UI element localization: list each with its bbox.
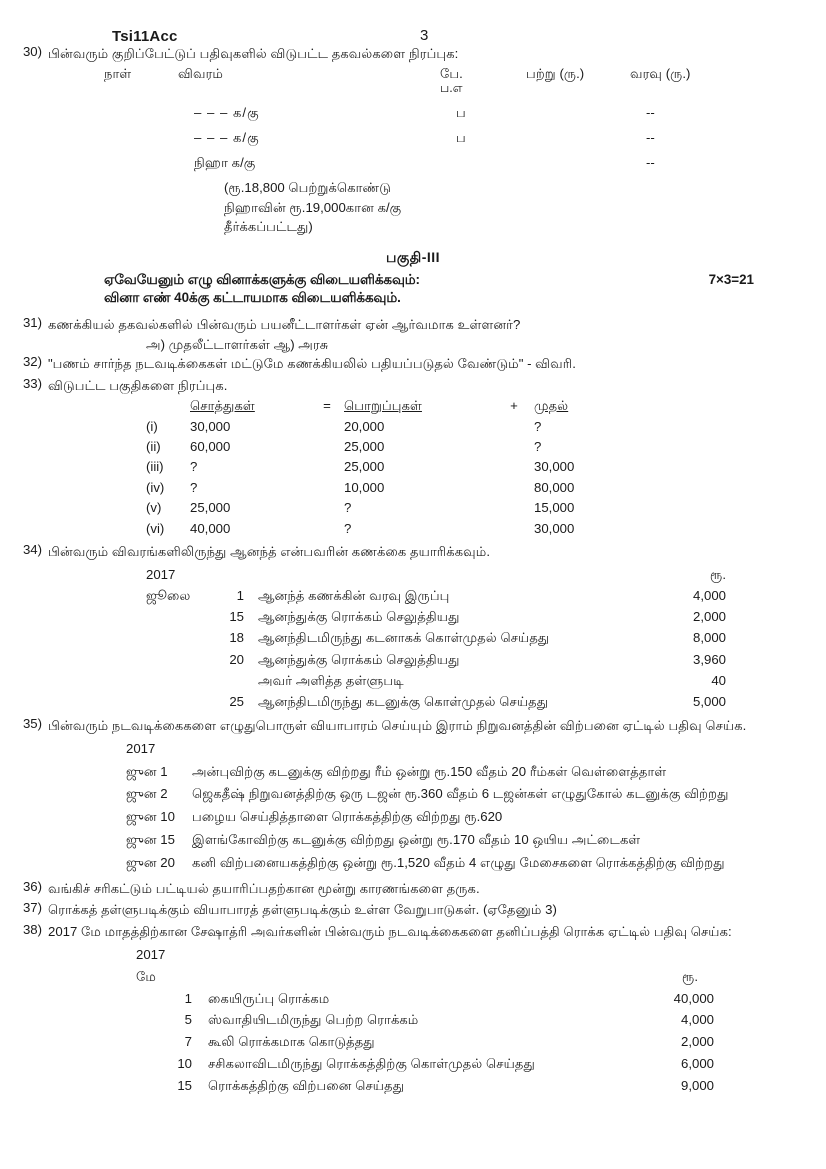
q38-row-1-amount: 40,000 — [673, 990, 714, 1006]
q30-note-1: (ரூ.18,800 பெற்றுக்கொண்டு — [224, 179, 392, 195]
q34-row-6-desc: ஆனந்திடமிருந்து கடனுக்கு கொள்முதல் செய்தது — [258, 693, 549, 709]
q30-row-3 — [104, 155, 826, 172]
q33-row-5-eq — [310, 498, 344, 518]
q30-row-2-date — [104, 130, 178, 147]
q34-row-4-desc: ஆனந்துக்கு ரொக்கம் செலுத்தியது — [258, 651, 460, 667]
q35-row-1 — [126, 762, 826, 782]
q34-row-4-month — [146, 649, 208, 670]
question-34-text: பின்வரும் விவரங்களிலிருந்து ஆனந்த் என்பவரின் கணக்கை தயாரிக்கவும். — [48, 544, 491, 560]
q38-row-2-desc: ஸ்வாதியிடமிருந்து பெற்ற ரொக்கம் — [208, 1012, 419, 1028]
q38-row-4-desc: சசிகலாவிடமிருந்து ரொக்கத்திற்கு கொள்முதல் செய்தது — [208, 1055, 535, 1071]
q38-year-row — [136, 944, 826, 966]
q35-year: 2017 — [126, 740, 156, 756]
q38-row-1-date: 1 — [184, 990, 192, 1006]
q34-row-6-amount: 5,000 — [692, 693, 726, 709]
q34-row-5-desc: அவர் அளித்த தள்ளுபடி — [258, 672, 404, 688]
q30-col-debit: பற்று (ரு.) — [526, 65, 585, 81]
q30-row-1-particulars: – – – க/கு — [194, 104, 260, 120]
q38-row-4-date: 10 — [177, 1055, 192, 1071]
q38-row-3 — [136, 1031, 826, 1053]
q30-table-header — [104, 66, 826, 83]
question-37-text: ரொக்கத் தள்ளுபடிக்கும் வியாபாரத் தள்ளுபடிக்கும் உள்ள வேறுபாடுகள். (ஏதேனும் 3) — [48, 902, 557, 918]
q34-row-6-month — [146, 691, 208, 712]
q33-row-6 — [146, 519, 826, 539]
q38-month: மே — [136, 968, 156, 984]
q34-row-1-amount: 4,000 — [692, 588, 726, 604]
q33-row-3-plus — [494, 457, 534, 477]
q34-row-4-day: 20 — [229, 651, 244, 667]
question-30-number: 30) — [22, 44, 42, 59]
q35-row-1-desc: அன்புவிற்கு கடனுக்கு விற்றது ரீம் ஒன்று ரூ.150 வீதம் 20 ரீம்கள் வெள்ளைத்தாள் — [192, 763, 667, 779]
q30-col-date: நாள் — [104, 65, 132, 81]
q33-row-5-label: (v) — [146, 500, 162, 516]
question-31-number: 31) — [22, 315, 42, 331]
q35-table — [126, 739, 826, 873]
q34-row-3-amount: 8,000 — [692, 630, 726, 646]
q34-row-5-month — [146, 670, 208, 691]
q33-col-equals: = — [323, 397, 331, 413]
q34-row-2-amount: 2,000 — [692, 609, 726, 625]
q34-row-5-day — [208, 670, 258, 691]
q30-row-3-date — [104, 155, 178, 172]
q33-row-5 — [146, 498, 826, 518]
q33-row-6-assets: 40,000 — [190, 520, 231, 536]
question-30-text: பின்வரும் குறிப்பேட்டுப் பதிவுகளில் விடுபட்ட தகவல்களை நிரப்புக: — [48, 46, 459, 61]
q30-journal-table — [104, 66, 826, 237]
q33-row-1-liabilities: 20,000 — [344, 418, 385, 434]
q34-year-spacer — [208, 564, 258, 585]
q33-row-4-label: (iv) — [146, 479, 165, 495]
q38-row-1 — [136, 988, 826, 1010]
section-title: பகுதி-III — [385, 249, 441, 266]
q38-row-5 — [136, 1075, 826, 1097]
q33-row-1-capital: ? — [534, 418, 542, 434]
q33-row-2 — [146, 437, 826, 457]
question-31-options: அ) முதலீட்டாளர்கள் ஆ) அரசு — [146, 336, 329, 352]
question-31 — [0, 315, 826, 335]
q33-row-3-label: (iii) — [146, 459, 164, 475]
q33-row-3-liabilities: 25,000 — [344, 459, 385, 475]
q38-row-3-date: 7 — [184, 1034, 192, 1050]
question-33-text: விடுபட்ட பகுதிகளை நிரப்புக. — [48, 377, 228, 393]
q38-rupee-header: ரூ. — [681, 968, 698, 984]
q30-row-1 — [104, 105, 826, 122]
q33-row-6-liabilities: ? — [344, 520, 352, 536]
q38-row-4 — [136, 1053, 826, 1075]
section-instruction-2-text: வினா எண் 40க்கு கட்டாயமாக விடையளிக்கவும். — [104, 290, 401, 306]
q38-row-1-desc: கையிருப்பு ரொக்கம — [208, 990, 330, 1006]
q34-row-1-desc: ஆனந்த் கணக்கின் வரவு இருப்பு — [258, 588, 450, 604]
q38-row-2-date: 5 — [184, 1012, 192, 1028]
q34-row-1-month: ஜூலை — [146, 588, 191, 604]
q33-row-5-plus — [494, 498, 534, 518]
q33-row-4-eq — [310, 478, 344, 498]
q33-row-4 — [146, 478, 826, 498]
q33-row-1 — [146, 417, 826, 437]
q33-row-5-liabilities: ? — [344, 500, 352, 516]
q35-row-3-date: ஜுன 10 — [126, 809, 175, 825]
question-36-text: வங்கிச் சரிகட்டும் பட்டியல் தயாரிப்பதற்கான மூன்று காரணங்களை தருக. — [48, 880, 480, 896]
q35-row-4 — [126, 830, 826, 850]
q33-row-6-capital: 30,000 — [534, 520, 575, 536]
q34-row-5 — [146, 670, 826, 691]
q34-row-1-day: 1 — [236, 588, 244, 604]
q33-col-plus: + — [510, 397, 518, 413]
q33-row-1-label: (i) — [146, 418, 158, 434]
section-instruction-1 — [104, 272, 826, 289]
question-32 — [0, 354, 826, 374]
question-36-number: 36) — [22, 878, 42, 894]
q38-row-3-desc: கூலி ரொக்கமாக கொடுத்தது — [208, 1034, 375, 1050]
q33-row-3-capital: 30,000 — [534, 459, 575, 475]
q33-row-6-label: (vi) — [146, 520, 165, 536]
question-33-number: 33) — [22, 375, 42, 391]
question-32-text: "பணம் சார்ந்த நடவடிக்கைகள் மட்டுமே கணக்கியலில் பதியப்படுதல் வேண்டும்" - விவரி. — [48, 355, 576, 371]
q33-col-blank — [146, 398, 190, 415]
q35-row-4-date: ஜுன 15 — [126, 831, 175, 847]
question-37-number: 37) — [22, 900, 42, 916]
q33-row-1-assets: 30,000 — [190, 418, 231, 434]
q34-row-6-day: 25 — [229, 693, 244, 709]
question-37 — [0, 900, 826, 920]
q34-row-5-amount: 40 — [711, 672, 726, 688]
q38-row-5-amount: 9,000 — [680, 1077, 714, 1093]
q35-row-3 — [126, 807, 826, 827]
q38-row-2-amount: 4,000 — [680, 1012, 714, 1028]
q35-row-5 — [126, 853, 826, 873]
question-36 — [0, 879, 826, 899]
q33-row-4-assets: ? — [190, 479, 198, 495]
q33-row-2-liabilities: 25,000 — [344, 439, 385, 455]
question-32-number: 32) — [22, 353, 42, 369]
q33-row-6-plus — [494, 519, 534, 539]
q35-year-row — [126, 739, 826, 759]
q34-row-1 — [146, 585, 826, 606]
q35-row-4-desc: இளங்கோவிற்கு கடனுக்கு விற்றது ஒன்று ரூ.170 வீதம் 10 ஒயிய அட்டைகள் — [192, 831, 641, 847]
section-instruction-1-text: ஏவேயேனும் எழு வினாக்களுக்கு விடையளிக்கவும்: — [104, 272, 420, 288]
q34-row-4-amount: 3,960 — [692, 651, 726, 667]
question-30 — [0, 44, 826, 64]
q38-row-3-amount: 2,000 — [680, 1034, 714, 1050]
q30-note-3: தீர்க்கப்பட்டது) — [224, 219, 313, 235]
q33-row-2-assets: 60,000 — [190, 439, 231, 455]
q33-row-1-plus — [494, 417, 534, 437]
q35-row-1-date: ஜுன 1 — [126, 763, 168, 779]
q30-row-3-lf — [456, 155, 542, 172]
question-34-number: 34) — [22, 542, 42, 558]
q33-col-liabilities: பொறுப்புகள் — [344, 397, 422, 413]
q33-row-2-capital: ? — [534, 439, 542, 455]
q34-rupee-header: ரூ. — [709, 567, 726, 583]
q30-row-3-particulars: நிஹா க/கு — [194, 154, 256, 170]
q33-table — [146, 398, 826, 540]
section-marks: 7×3=21 — [708, 272, 754, 288]
q30-row-1-credit: -- — [646, 104, 655, 120]
q38-month-row — [136, 966, 826, 988]
q38-table — [136, 944, 826, 1096]
q30-row-3-credit: -- — [646, 154, 655, 170]
q34-row-2-month — [146, 606, 208, 627]
q30-row-2 — [104, 130, 826, 147]
question-34 — [0, 542, 826, 562]
q38-row-5-date: 15 — [177, 1077, 192, 1093]
q38-year: 2017 — [136, 946, 166, 962]
q38-row-5-desc: ரொக்கத்திற்கு விற்பனை செய்தது — [208, 1077, 405, 1093]
q33-row-2-label: (ii) — [146, 439, 161, 455]
q33-row-2-eq — [310, 437, 344, 457]
document-code: Tsi11Acc — [112, 28, 178, 45]
q30-row-2-lf: ப — [456, 129, 466, 145]
q34-row-2-day: 15 — [229, 609, 244, 625]
q35-row-2-date: ஜுன 2 — [126, 786, 168, 802]
q33-row-5-assets: 25,000 — [190, 500, 231, 516]
question-33 — [0, 376, 826, 396]
q30-row-2-particulars: – – – க/கு — [194, 129, 260, 145]
q33-row-3 — [146, 457, 826, 477]
q33-row-3-eq — [310, 457, 344, 477]
q33-row-4-liabilities: 10,000 — [344, 479, 385, 495]
q34-row-6 — [146, 691, 826, 712]
q35-row-5-date: ஜுன 20 — [126, 854, 175, 870]
q34-desc-spacer — [258, 564, 646, 585]
q33-col-capital: முதல் — [534, 397, 569, 413]
q30-col-credit: வரவு (ரு.) — [630, 65, 691, 81]
q34-row-2-desc: ஆனந்துக்கு ரொக்கம் செலுத்தியது — [258, 609, 460, 625]
question-38 — [0, 922, 826, 942]
question-35 — [0, 716, 826, 736]
q30-row-1-lf: ப — [456, 104, 466, 120]
q35-row-2 — [126, 784, 826, 804]
q30-row-2-credit: -- — [646, 129, 655, 145]
question-38-number: 38) — [22, 922, 42, 938]
q38-row-2 — [136, 1009, 826, 1031]
q33-row-2-plus — [494, 437, 534, 457]
question-38-text: 2017 மே மாதத்திற்கான சேஷாத்ரி அவர்களின் பின்வரும் நடவடிக்கைகளை தனிப்பத்தி ரொக்க ஏட்டில் பதிவு செய்க: — [48, 924, 732, 940]
q34-row-4 — [146, 649, 826, 670]
q34-row-3-month — [146, 627, 208, 648]
q34-year: 2017 — [146, 567, 176, 583]
q33-table-header — [146, 398, 826, 415]
q30-col-lf: பே. — [440, 65, 463, 81]
q33-row-4-capital: 80,000 — [534, 479, 575, 495]
question-35-number: 35) — [22, 715, 42, 731]
q35-row-3-desc: பழைய செய்தித்தாளை ரொக்கத்திற்கு விற்றது ரூ.620 — [192, 809, 503, 825]
q33-row-6-eq — [310, 519, 344, 539]
q30-row-1-date — [104, 105, 178, 122]
q33-row-3-assets: ? — [190, 459, 198, 475]
q34-row-2 — [146, 606, 826, 627]
q30-note-2: நிஹாவின் ரூ.19,000கான க/கு — [224, 199, 402, 215]
q33-col-assets: சொத்துகள் — [190, 397, 255, 413]
q38-row-4-amount: 6,000 — [680, 1055, 714, 1071]
q34-year-row — [146, 564, 826, 585]
q35-row-2-desc: ஜெகதீஷ் நிறுவனத்திற்கு ஒரு டஜன் ரூ.360 வீதம் 6 டஜன்கள் எழுதுகோல் கடனுக்கு விற்றது — [192, 786, 729, 802]
q30-row-1-debit — [542, 105, 646, 122]
q33-row-5-capital: 15,000 — [534, 500, 575, 516]
q34-row-3-day: 18 — [229, 630, 244, 646]
q34-row-3 — [146, 627, 826, 648]
question-31-text: கணக்கியல் தகவல்களில் பின்வரும் பயனீட்டாளர்கள் ஏன் ஆர்வமாக உள்ளனர்? — [48, 317, 521, 333]
q33-row-4-plus — [494, 478, 534, 498]
page-content — [0, 44, 826, 1096]
q30-col-lf-second-line: ப.எ — [440, 80, 463, 95]
q34-table — [146, 564, 826, 712]
q30-row-3-debit — [542, 155, 646, 172]
q30-col-particulars: விவரம் — [178, 65, 224, 81]
q35-row-5-desc: கனி விற்பனையகத்திற்கு ஒன்று ரூ.1,520 வீதம் 4 எழுது மேசைகளை ரொக்கத்திற்கு விற்றது — [192, 854, 725, 870]
section-instruction-2 — [104, 290, 826, 307]
q33-row-1-eq — [310, 417, 344, 437]
q30-row-2-debit — [542, 130, 646, 147]
question-35-text: பின்வரும் நடவடிக்கைகளை எழுதுபொருள் வியாபாரம் செய்யும் இராம் நிறுவனத்தின் விற்பனை ஏட்டில் பதிவு செய்க. — [48, 717, 747, 733]
page-number: 3 — [420, 27, 429, 44]
q38-month-spacer — [192, 966, 612, 988]
q34-row-3-desc: ஆனந்திடமிருந்து கடனாகக் கொள்முதல் செய்தது — [258, 630, 550, 646]
